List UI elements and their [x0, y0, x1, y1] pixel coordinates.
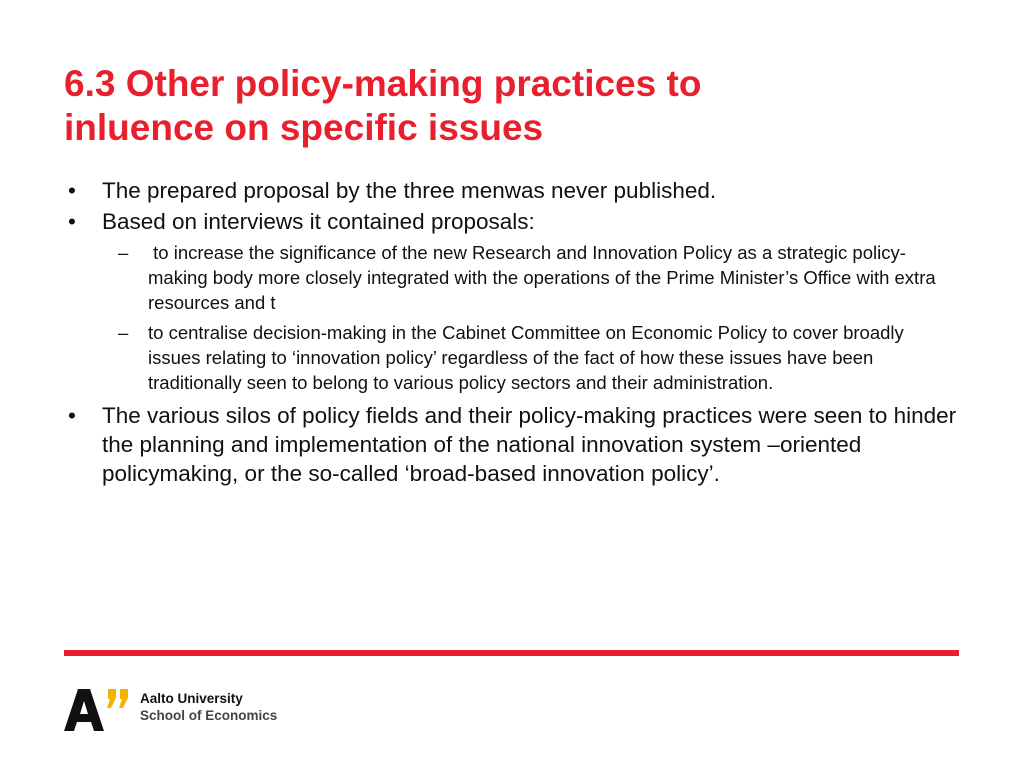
bullet-list — [64, 176, 964, 490]
title-line-1: 6.3 Other policy-making practices to — [64, 63, 702, 104]
sub-bullet-item — [64, 240, 958, 315]
slide-title — [64, 62, 964, 150]
bullet-marker: • — [68, 403, 76, 428]
sub-bullet-text: to increase the significance of the new Research and Innovation Policy as a strategic policy-making body more closely integrated with the operations of the Prime Minister’s Office with extra resources and t — [148, 242, 941, 313]
bullet-text: The prepared proposal by the three menwas never published. — [102, 178, 717, 203]
bullet-text: Based on interviews it contained proposals: — [102, 209, 535, 234]
bullet-marker: • — [68, 209, 76, 234]
footer-divider — [64, 650, 959, 656]
sub-bullet-marker: – — [118, 322, 129, 343]
bullet-marker: • — [68, 178, 76, 203]
logo-school-name: School of Economics — [140, 708, 278, 723]
sub-bullet-list — [64, 240, 964, 395]
sub-bullet-marker: – — [118, 242, 129, 263]
logo-text — [140, 690, 277, 724]
bullet-item — [64, 176, 964, 205]
bullet-text: The various silos of policy fields and their policy-making practices were seen to hinder the planning and implementation of the national innovation system –oriented policymaking, or the so-called ‘broad-based innovation policy’. — [102, 403, 957, 486]
sub-bullet-text: to centralise decision-making in the Cabinet Committee on Economic Policy to cover broadly issues relating to ‘innovation policy’ regardless of the fact of how these issues have been traditionally seen to belong to various policy sectors and their administration. — [148, 322, 904, 393]
aalto-a-quote-icon — [64, 686, 134, 734]
sub-bullet-item — [64, 320, 958, 395]
title-line-2: inluence on specific issues — [64, 107, 544, 148]
logo-university-name: Aalto University — [140, 691, 243, 706]
bullet-item — [64, 401, 964, 488]
bullet-item — [64, 207, 964, 236]
